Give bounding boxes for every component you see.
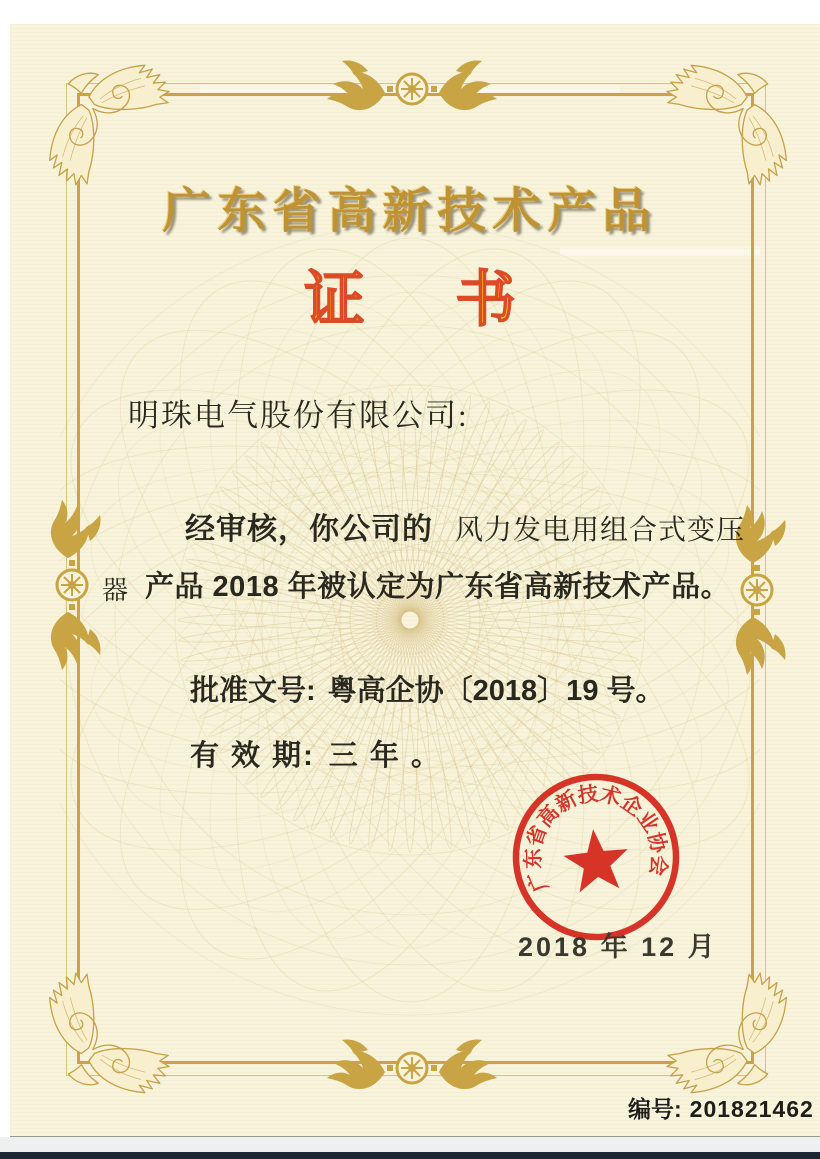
serial-label: 编号:: [628, 1096, 682, 1122]
border-ornament-left: [41, 490, 103, 680]
border-ornament-top: [317, 58, 507, 120]
validity-label: 有 效 期:: [190, 740, 315, 772]
serial-value: 201821462: [689, 1096, 814, 1122]
certificate-subtitle: 证 书: [304, 267, 554, 333]
product-name-wrap: 器: [102, 576, 129, 605]
recipient-name: 明珠电气股份有限公司:: [128, 398, 469, 433]
validity-value: 三 年 。: [328, 740, 442, 772]
approval-label: 批准文号:: [190, 675, 316, 707]
body-intro: 经审核，你公司的: [185, 513, 433, 546]
corner-flourish-bottom-right: [646, 962, 796, 1102]
seal-text: 广东省高新技术企业协会: [521, 782, 671, 895]
issue-date: 2018 年 12 月: [518, 932, 718, 962]
product-name: 风力发电用组合式变压: [455, 515, 746, 546]
scan-edge-shadow: [0, 1152, 820, 1159]
seal-star-icon: [561, 826, 632, 894]
scan-edge-bottom: [0, 1137, 820, 1152]
approval-number-line: [190, 668, 665, 709]
body-line-1: [185, 504, 745, 548]
approval-value: 粤高企协〔2018〕19 号。: [327, 675, 665, 707]
border-ornament-bottom: [317, 1037, 507, 1099]
serial-number-line: [628, 1091, 814, 1124]
certification-statement: 产品 2018 年被认定为广东省高新技术产品。: [145, 571, 731, 603]
corner-flourish-bottom-left: [40, 962, 190, 1102]
validity-line: [190, 733, 442, 774]
certificate-title: 广东省高新技术产品: [162, 185, 658, 238]
